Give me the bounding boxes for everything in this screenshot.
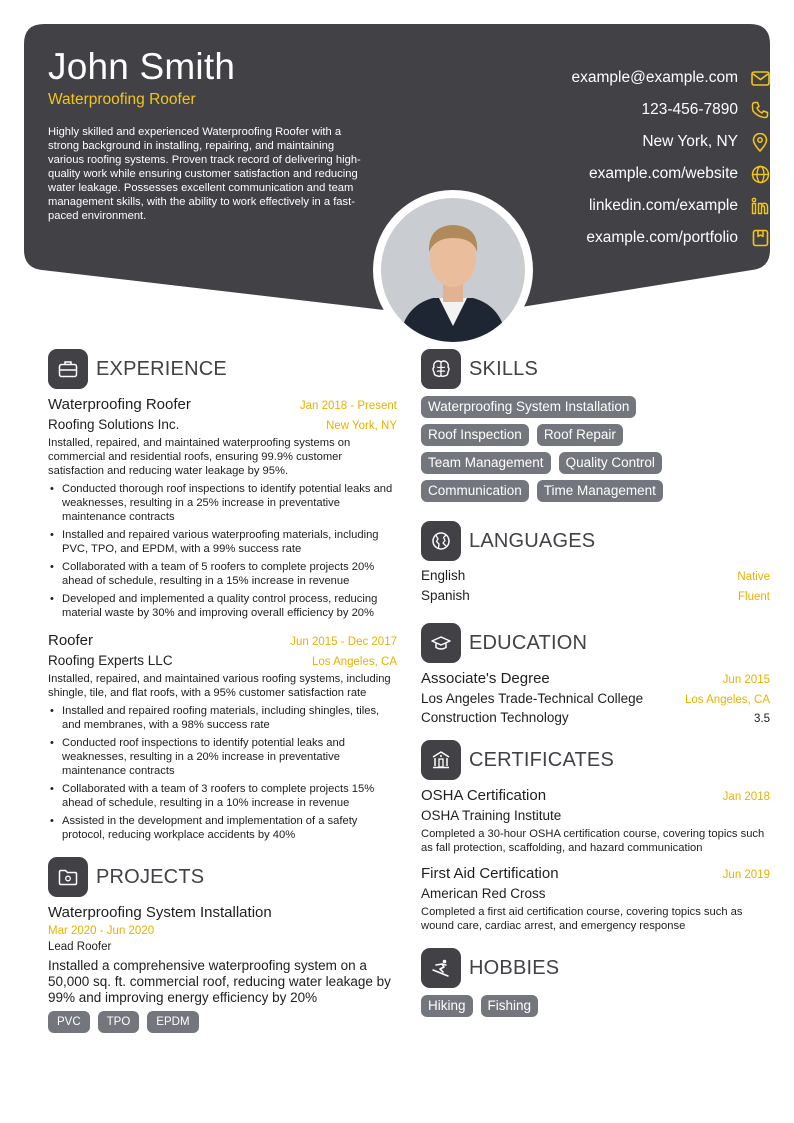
bullet-item: • Conducted roof inspections to identify potential leaks and weaknesses, resulting in a 20% increase in preventative maintenance contracts [48, 736, 397, 778]
hobbies-tags [421, 995, 770, 1017]
experience-title: EXPERIENCE [96, 357, 227, 380]
right-column [421, 348, 770, 1017]
language-name: Spanish [421, 588, 470, 603]
summary-text: Highly skilled and experienced Waterproofing Roofer with a strong background in installing, repairing, and maintaining various roofing systems. Proven track record of delivering high-quality work while ensuring customer satisfaction and reducing water leakage. Possesses excellent communication and team management skills, with the ability to work effectively in a fast-paced environment. [48, 126, 361, 222]
bullet-item: • Conducted thorough roof inspections to identify potential leaks and weaknesses, resulting in a 25% increase in preventative maintenance contracts [48, 482, 397, 524]
project-date: Mar 2020 - Jun 2020 [48, 925, 155, 937]
school-location: Los Angeles, CA [684, 694, 770, 706]
briefcase-icon [48, 349, 88, 389]
field-of-study: Construction Technology [421, 710, 569, 725]
hobby-tag: Fishing [481, 995, 539, 1017]
job-bullets [48, 482, 397, 620]
certificate-title: First Aid Certification [421, 865, 559, 882]
folder-icon [48, 857, 88, 897]
language-level: Fluent [738, 591, 770, 603]
contact-portfolio[interactable] [572, 222, 771, 254]
contact-linkedin-text: linkedin.com/example [588, 197, 738, 214]
job-description: Installed, repaired, and maintained waterproofing systems on commercial and residential roofs, ensuring 99.9% customer satisfaction and reducing water leakage by 95%. [48, 437, 351, 477]
language-name: English [421, 568, 466, 583]
contact-phone[interactable] [572, 94, 771, 126]
languages-list [421, 568, 770, 608]
language-row [421, 588, 770, 608]
projects-title: PROJECTS [96, 865, 205, 888]
certificates-section-header [421, 739, 770, 781]
profile-photo [381, 198, 525, 342]
hobbies-section-header [421, 947, 770, 989]
job-title: Roofer [48, 632, 94, 649]
skill-tag: Communication [421, 480, 529, 502]
certificate-issuer: American Red Cross [421, 886, 546, 901]
certificate-entry [421, 787, 770, 855]
bullet-item: • Collaborated with a team of 3 roofers to complete projects 15% ahead of schedule, resulting in a 10% increase in revenue [48, 782, 397, 810]
project-tag: EPDM [147, 1011, 198, 1033]
degree-title: Associate's Degree [421, 670, 550, 687]
project-title: Waterproofing System Installation [48, 904, 272, 921]
contact-phone-text: 123-456-7890 [641, 101, 738, 118]
bullet-item: • Collaborated with a team of 5 roofers to complete projects 20% ahead of schedule, resulting in a 15% increase in revenue [48, 560, 397, 588]
contact-portfolio-text: example.com/portfolio [586, 229, 738, 246]
experience-entry [48, 632, 397, 842]
certificates-title: CERTIFICATES [469, 748, 615, 771]
projects-section-header [48, 856, 397, 898]
skills-section-header [421, 348, 770, 390]
candidate-name: John Smith [48, 46, 236, 87]
skill-tag: Waterproofing System Installation [421, 396, 636, 418]
bullet-item: • Developed and implemented a quality control process, reducing material waste by 30% and improving overall efficiency by 20% [48, 592, 397, 620]
hobby-tag: Hiking [421, 995, 473, 1017]
location-pin-icon [750, 132, 770, 152]
graduation-cap-icon [421, 623, 461, 663]
education-date: Jun 2015 [722, 674, 770, 686]
job-location: New York, NY [326, 420, 397, 432]
job-bullets [48, 704, 397, 842]
job-description: Installed, repaired, and maintained various roofing systems, including shingle, tile, and flat roofs, with a 95% customer satisfaction rate [48, 673, 391, 699]
bullet-item: • Assisted in the development and implementation of a safety protocol, reducing workplace accidents by 40% [48, 814, 397, 842]
certificate-entry [421, 865, 770, 933]
bullet-item: • Installed and repaired various waterproofing materials, including PVC, TPO, and EPDM, with a 99% success rate [48, 528, 397, 556]
contact-location [572, 126, 771, 158]
mail-icon [750, 68, 770, 88]
language-level: Native [737, 571, 770, 583]
contact-website[interactable] [572, 158, 771, 190]
job-date: Jun 2015 - Dec 2017 [290, 636, 397, 648]
education-entry [421, 670, 770, 725]
contact-email[interactable] [572, 62, 771, 94]
brain-icon [421, 349, 461, 389]
linkedin-icon [750, 196, 770, 216]
company-name: Roofing Experts LLC [48, 653, 173, 668]
school-name: Los Angeles Trade-Technical College [421, 691, 644, 706]
job-location: Los Angeles, CA [311, 656, 397, 668]
company-name: Roofing Solutions Inc. [48, 417, 180, 432]
skill-tag: Roof Inspection [421, 424, 529, 446]
left-column [48, 348, 397, 1033]
job-date: Jan 2018 - Present [299, 400, 397, 412]
certificate-issuer: OSHA Training Institute [421, 808, 562, 823]
portfolio-icon [750, 228, 770, 248]
bullet-item: • Installed and repaired roofing materials, including shingles, tiles, and membranes, with a 98% success rate [48, 704, 397, 732]
education-title: EDUCATION [469, 631, 588, 654]
certificate-description: Completed a first aid certification course, covering topics such as wound care, cardiac arrest, and emergency response [421, 906, 743, 932]
phone-icon [750, 100, 770, 120]
languages-section-header [421, 520, 770, 562]
hobbies-title: HOBBIES [469, 956, 560, 979]
skill-tag: Time Management [537, 480, 663, 502]
globe-icon [750, 164, 770, 184]
skill-tag: Team Management [421, 452, 551, 474]
certificate-date: Jun 2019 [722, 869, 770, 881]
project-description: Installed a comprehensive waterproofing system on a 50,000 sq. ft. commercial roof, reducing water leakage by 99% and improving energy efficiency by 20% [48, 958, 391, 1005]
contact-linkedin[interactable] [572, 190, 771, 222]
languages-title: LANGUAGES [469, 529, 596, 552]
contact-location-text: New York, NY [642, 133, 738, 150]
language-globe-icon [421, 521, 461, 561]
skills-title: SKILLS [469, 357, 539, 380]
institution-icon [421, 740, 461, 780]
project-role: Lead Roofer [48, 941, 112, 953]
experience-section-header [48, 348, 397, 390]
project-tags [48, 1011, 397, 1033]
candidate-role: Waterproofing Roofer [48, 91, 196, 108]
gpa-value: 3.5 [754, 713, 770, 725]
education-section-header [421, 622, 770, 664]
skill-tag: Roof Repair [537, 424, 623, 446]
profile-photo-frame [373, 190, 533, 350]
skiing-icon [421, 948, 461, 988]
skills-tags [421, 396, 721, 502]
certificate-description: Completed a 30-hour OSHA certification course, covering topics such as fall protection, scaffolding, and hazard communication [421, 828, 765, 854]
language-row [421, 568, 770, 588]
contact-email-text: example@example.com [571, 69, 738, 86]
project-tag: PVC [48, 1011, 90, 1033]
contact-website-text: example.com/website [588, 165, 738, 182]
project-tag: TPO [98, 1011, 140, 1033]
certificate-title: OSHA Certification [421, 787, 547, 804]
project-entry [48, 904, 397, 1033]
contact-list [572, 62, 771, 254]
job-title: Waterproofing Roofer [48, 396, 191, 413]
skill-tag: Quality Control [559, 452, 662, 474]
certificate-date: Jan 2018 [722, 791, 770, 803]
experience-entry [48, 396, 397, 620]
